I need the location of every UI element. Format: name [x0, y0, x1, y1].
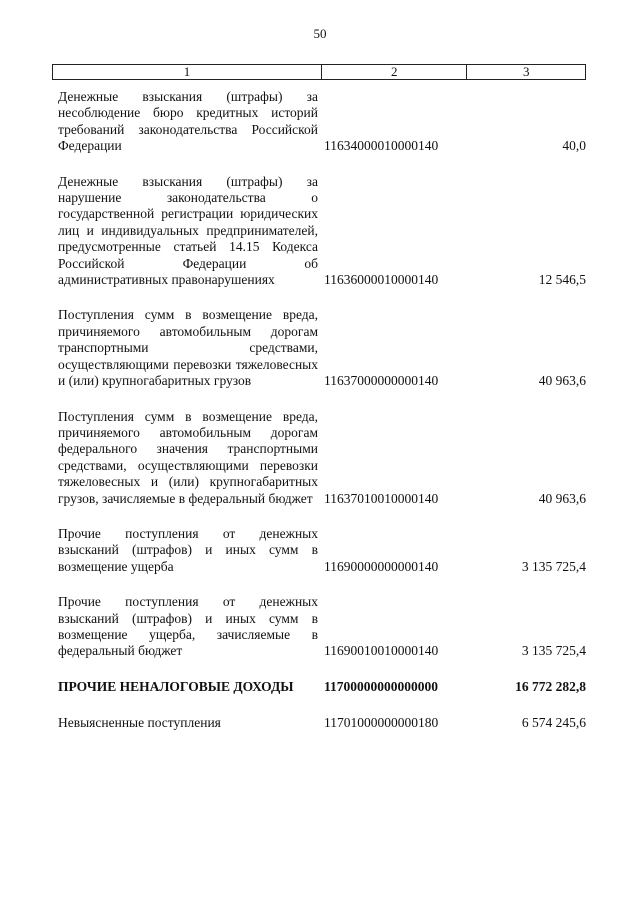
table-header: [52, 64, 586, 80]
table-row: [58, 594, 586, 660]
table-row: [58, 174, 586, 289]
table-row: [58, 307, 586, 389]
row-name: Поступления сумм в возмещение вреда, причиняемого автомобильным дорогам транспортными средствами, осуществляющими перевозки тяжеловесных и (или) крупногабаритных грузов: [58, 307, 318, 389]
table-row: [58, 526, 586, 575]
row-code: 11637010010000140: [324, 490, 439, 506]
table-row: [58, 89, 586, 155]
row-code: 11690010010000140: [324, 643, 439, 659]
row-value: 3 135 725,4: [521, 643, 586, 659]
row-name: Прочие поступления от денежных взысканий (штрафов) и иных сумм в возмещение ущерба, зачисляемые в федеральный бюджет: [58, 594, 318, 659]
row-code: 11637000000000140: [324, 373, 439, 389]
table-body: [58, 89, 586, 752]
row-value: 40 963,6: [538, 490, 586, 506]
table-row: [58, 715, 586, 731]
row-code: 11701000000000180: [324, 715, 439, 731]
row-value: 6 574 245,6: [521, 715, 586, 731]
page-number: 50: [313, 26, 327, 41]
header-col-3: 3: [522, 64, 530, 79]
header-col-1: 1: [53, 65, 322, 79]
row-code: 11700000000000000: [324, 678, 439, 694]
header-col-2: 2: [322, 65, 467, 79]
row-code: 11634000010000140: [324, 138, 439, 154]
row-value: 40 963,6: [538, 373, 586, 389]
row-value: 12 546,5: [538, 272, 586, 288]
row-code: 11690000000000140: [324, 558, 439, 574]
row-code: 11636000010000140: [324, 272, 439, 288]
row-value: 16 772 282,8: [515, 678, 586, 694]
row-name: Поступления сумм в возмещение вреда, причиняемого автомобильным дорогам федерального значения транспортными средствами, осуществляющими перевозки тяжеловесных и (или) крупногабаритных грузов, зачисляемые в федеральный бюджет: [58, 408, 318, 506]
row-name: Денежные взыскания (штрафы) за несоблюдение бюро кредитных историй требований законодательства Российской Федерации: [58, 89, 318, 154]
table-row-total: [58, 679, 586, 695]
row-name: Невыясненные поступления: [58, 715, 221, 731]
row-name: ПРОЧИЕ НЕНАЛОГОВЫЕ ДОХОДЫ: [58, 678, 294, 694]
row-value: 3 135 725,4: [521, 558, 586, 574]
table-row: [58, 409, 586, 507]
row-name: Денежные взыскания (штрафы) за нарушение законодательства о государственной регистрации юридических лиц и индивидуальных предпринимателей, предусмотренные статьей 14.15 Кодекса Российской Федерации об административных правонарушениях: [58, 173, 318, 288]
row-value: 40,0: [562, 138, 586, 154]
row-name: Прочие поступления от денежных взысканий (штрафов) и иных сумм в возмещение ущерба: [58, 525, 318, 574]
